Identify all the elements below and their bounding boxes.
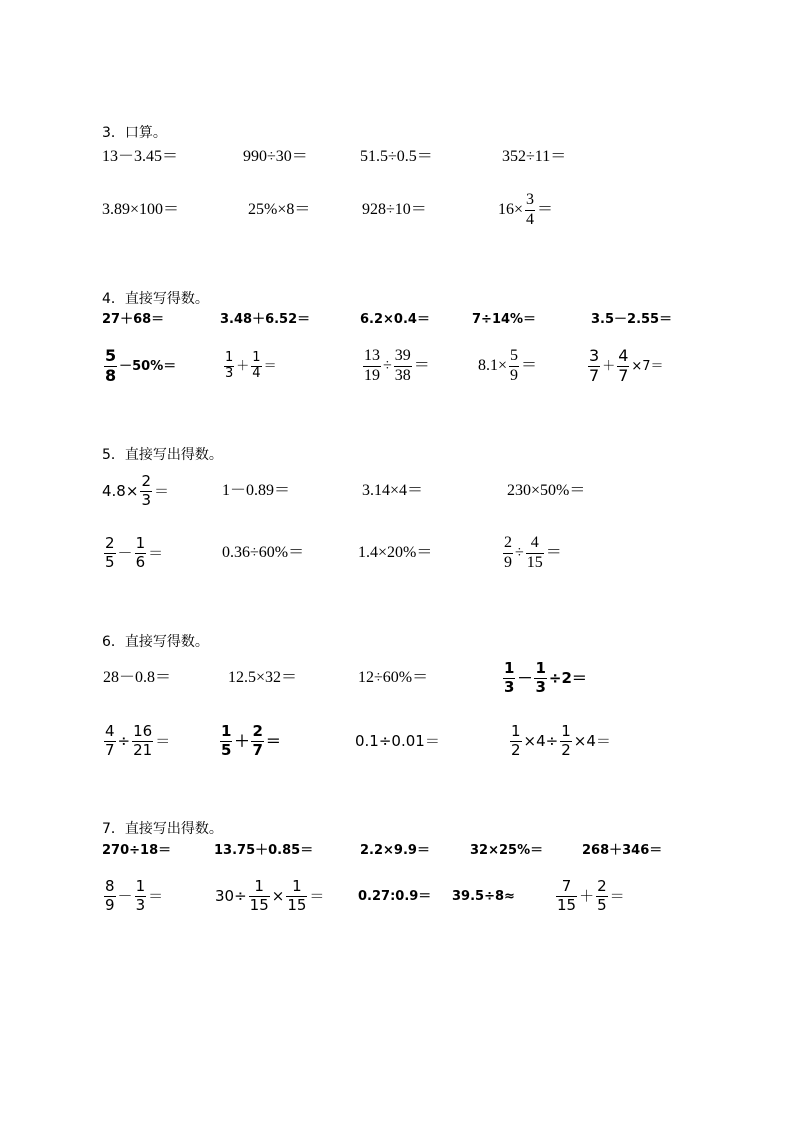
expression-text: －50%＝: [119, 358, 177, 374]
fraction-numerator: 4: [105, 722, 115, 741]
fraction: [534, 660, 546, 696]
fraction-numerator: 1: [221, 722, 232, 741]
fraction: [526, 534, 544, 572]
fraction-denominator: 7: [618, 365, 629, 385]
fraction-denominator: 4: [526, 210, 535, 228]
expression-text: ×7＝: [631, 358, 664, 374]
expression-text: 0.36÷60%＝: [222, 544, 305, 561]
expression-text: 352÷11＝: [502, 148, 567, 165]
fraction-denominator: 19: [364, 366, 380, 384]
fraction-denominator: 5: [105, 552, 115, 571]
fraction-denominator: 38: [394, 366, 411, 384]
expression-text: ＝: [265, 731, 281, 750]
fraction-denominator: 15: [249, 895, 269, 914]
fraction: [510, 723, 522, 759]
expression-text: 3.5－2.55＝: [591, 311, 673, 327]
fraction-denominator: 9: [504, 553, 512, 571]
fraction: [394, 347, 412, 385]
fraction: [503, 660, 515, 696]
fraction-numerator: 5: [105, 346, 117, 366]
fraction-numerator: 39: [394, 347, 411, 365]
section-heading: 6．直接写得数。: [102, 634, 209, 650]
expression-text: 32×25%＝: [470, 842, 544, 858]
expression-text: －: [117, 886, 133, 905]
fraction: [104, 878, 116, 914]
fraction-denominator: 15: [287, 895, 307, 914]
expression-text: ＝: [537, 201, 554, 218]
expression-text: 25%×8＝: [248, 201, 311, 218]
fraction-denominator: 6: [135, 552, 146, 571]
expression-text: 1.4×20%＝: [358, 544, 433, 561]
expression-text: ＋: [236, 358, 250, 374]
fraction: [220, 723, 232, 759]
expression-text: ＝: [155, 731, 171, 750]
fraction-denominator: 7: [252, 740, 263, 759]
fraction: [617, 347, 629, 385]
expression-text: 28－0.8＝: [103, 669, 172, 686]
fraction-numerator: 4: [618, 346, 629, 366]
expression-text: 13－3.45＝: [102, 148, 179, 165]
fraction-denominator: 3: [141, 490, 151, 509]
expression-text: 12÷60%＝: [358, 669, 429, 686]
expression-text: 6.2×0.4＝: [360, 311, 430, 327]
expression-text: 0.27:0.9＝: [358, 888, 432, 904]
fraction-numerator: 13: [364, 347, 380, 365]
fraction: [224, 351, 234, 382]
expression-text: ×4＝: [573, 731, 611, 750]
fraction-numerator: 2: [141, 472, 151, 491]
expression-text: 2.2×9.9＝: [360, 842, 430, 858]
fraction-denominator: 3: [504, 677, 515, 696]
fraction-numerator: 7: [561, 877, 572, 896]
expression-text: 27＋68＝: [102, 311, 165, 327]
fraction-denominator: 9: [105, 895, 115, 914]
fraction-denominator: 15: [557, 895, 577, 914]
expression-text: 16×: [498, 201, 524, 218]
fraction-numerator: 1: [511, 722, 521, 741]
expression-text: ＝: [148, 543, 164, 562]
expression-text: ＝: [545, 544, 562, 561]
section-heading: 5．直接写出得数。: [102, 447, 223, 463]
fraction-numerator: 1: [561, 722, 571, 741]
fraction-denominator: 5: [221, 740, 232, 759]
expression-text: 51.5÷0.5＝: [360, 148, 433, 165]
fraction: [286, 878, 307, 914]
fraction-denominator: 2: [511, 740, 521, 759]
fraction-denominator: 3: [225, 365, 234, 381]
expression-text: ÷: [515, 544, 524, 561]
expression-text: 30÷: [215, 886, 247, 905]
section-heading: 7．直接写出得数。: [102, 821, 223, 837]
expression-text: 8.1×: [478, 357, 508, 374]
expression-text: ＝: [309, 886, 325, 905]
fraction: [132, 723, 153, 759]
fraction-numerator: 1: [135, 877, 146, 896]
fraction-numerator: 2: [105, 534, 115, 553]
section-heading: 4．直接写得数。: [102, 291, 209, 307]
fraction-numerator: 8: [105, 877, 115, 896]
fraction: [249, 878, 270, 914]
fraction-denominator: 3: [535, 677, 546, 696]
fraction-denominator: 21: [133, 740, 153, 759]
fraction-numerator: 3: [589, 346, 600, 366]
expression-text: ＝: [413, 357, 430, 374]
fraction-numerator: 5: [510, 347, 519, 365]
expression-text: 270÷18＝: [102, 842, 172, 858]
fraction-numerator: 1: [252, 349, 261, 365]
expression-text: ＝: [521, 357, 538, 374]
fraction: [104, 347, 117, 385]
fraction: [503, 534, 513, 572]
fraction-numerator: 1: [254, 877, 264, 896]
expression-text: ×4÷: [523, 731, 559, 750]
fraction-numerator: 16: [133, 722, 153, 741]
fraction-numerator: 1: [535, 659, 546, 678]
expression-text: ×: [271, 886, 285, 905]
expression-text: ＝: [263, 358, 277, 374]
expression-text: 990÷30＝: [243, 148, 308, 165]
expression-text: －: [517, 668, 533, 687]
fraction-denominator: 3: [135, 895, 146, 914]
expression-text: 1－0.89＝: [222, 482, 291, 499]
expression-text: 268＋346＝: [582, 842, 663, 858]
fraction: [556, 878, 577, 914]
fraction-numerator: 1: [504, 659, 515, 678]
fraction: [251, 351, 261, 382]
expression-text: ＋: [234, 731, 250, 750]
fraction-numerator: 4: [530, 534, 539, 552]
fraction: [509, 347, 519, 385]
fraction-numerator: 1: [135, 534, 146, 553]
expression-text: ÷: [117, 731, 131, 750]
expression-text: 3.89×100＝: [102, 201, 180, 218]
fraction: [135, 535, 147, 571]
fraction-numerator: 3: [526, 191, 535, 209]
fraction-denominator: 5: [597, 895, 607, 914]
fraction: [588, 347, 600, 385]
fraction: [104, 535, 116, 571]
expression-text: 0.1÷0.01＝: [355, 731, 440, 750]
fraction-numerator: 1: [292, 877, 302, 896]
expression-text: 3.14×4＝: [362, 482, 424, 499]
expression-text: ＋: [602, 358, 616, 374]
fraction-denominator: 8: [105, 365, 117, 385]
fraction-denominator: 7: [105, 740, 115, 759]
fraction: [140, 473, 152, 509]
fraction-denominator: 15: [526, 553, 543, 571]
expression-text: 3.48＋6.52＝: [220, 311, 311, 327]
expression-text: ＝: [609, 886, 625, 905]
expression-text: ÷2＝: [548, 668, 587, 687]
fraction: [135, 878, 147, 914]
fraction: [251, 723, 263, 759]
expression-text: ＝: [153, 481, 169, 500]
expression-text: 928÷10＝: [362, 201, 427, 218]
fraction: [525, 191, 535, 229]
fraction-numerator: 2: [597, 877, 607, 896]
expression-text: 12.5×32＝: [228, 669, 298, 686]
fraction-denominator: 9: [510, 366, 519, 384]
fraction-denominator: 4: [252, 365, 261, 381]
expression-text: 4.8×: [102, 481, 139, 500]
expression-text: －: [117, 543, 133, 562]
fraction: [363, 347, 381, 385]
expression-text: ÷: [383, 357, 392, 374]
expression-text: 230×50%＝: [507, 482, 586, 499]
fraction: [560, 723, 572, 759]
fraction-denominator: 7: [589, 365, 600, 385]
fraction-numerator: 2: [504, 534, 512, 552]
expression-text: ＋: [579, 886, 595, 905]
fraction-denominator: 2: [561, 740, 571, 759]
fraction-numerator: 1: [225, 349, 234, 365]
fraction-numerator: 2: [252, 722, 263, 741]
section-heading: 3．口算。: [102, 125, 167, 141]
fraction: [596, 878, 608, 914]
fraction: [104, 723, 116, 759]
expression-text: 13.75＋0.85＝: [214, 842, 314, 858]
expression-text: 7÷14%＝: [472, 311, 537, 327]
expression-text: ＝: [148, 886, 164, 905]
expression-text: 39.5÷8≈: [452, 888, 515, 904]
